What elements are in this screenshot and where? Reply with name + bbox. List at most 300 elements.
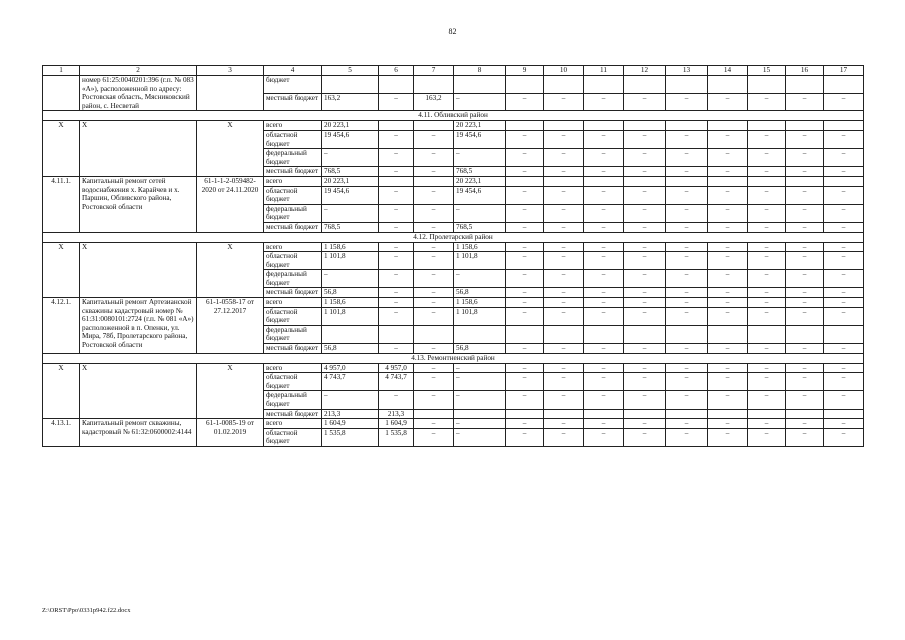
amount-cell: 56,8 — [322, 344, 379, 354]
amount-cell — [708, 176, 748, 186]
amount-cell: – — [666, 373, 708, 391]
amount-cell: – — [786, 130, 824, 148]
amount-cell: – — [824, 149, 864, 167]
amount-cell: – — [666, 428, 708, 446]
amount-cell: – — [624, 186, 666, 204]
amount-cell: 768,5 — [454, 167, 506, 177]
amount-cell: – — [786, 307, 824, 325]
amount-cell: – — [379, 344, 414, 354]
amount-cell: – — [786, 288, 824, 298]
amount-cell — [506, 409, 544, 419]
amount-cell: – — [824, 373, 864, 391]
amount-cell: – — [506, 149, 544, 167]
object-name-cell: номер 61:25:0040201:396 (г.п. № 083 «А»), расположенной по адресу: Ростовская область, Мясниковский район, с. Несветай — [80, 76, 197, 111]
amount-cell: – — [624, 242, 666, 252]
amount-cell: – — [666, 242, 708, 252]
amount-cell: – — [786, 167, 824, 177]
amount-cell: – — [786, 344, 824, 354]
amount-cell: 1 535,8 — [379, 428, 414, 446]
amount-cell — [624, 76, 666, 94]
amount-cell — [414, 76, 454, 94]
amount-cell: – — [584, 428, 624, 446]
amount-cell: – — [708, 252, 748, 270]
amount-cell: – — [708, 307, 748, 325]
amount-cell: – — [786, 391, 824, 409]
amount-cell: – — [544, 373, 584, 391]
amount-cell: – — [666, 288, 708, 298]
amount-cell: – — [544, 428, 584, 446]
amount-cell — [748, 121, 786, 131]
amount-cell: – — [748, 419, 786, 429]
amount-cell — [544, 176, 584, 186]
amount-cell: – — [666, 186, 708, 204]
amount-cell: – — [666, 298, 708, 308]
amount-cell: 20 223,1 — [322, 121, 379, 131]
amount-cell: – — [414, 391, 454, 409]
amount-cell — [454, 76, 506, 94]
amount-cell: – — [544, 149, 584, 167]
amount-cell: – — [454, 419, 506, 429]
amount-cell: – — [544, 391, 584, 409]
amount-cell: – — [624, 419, 666, 429]
amount-cell — [379, 76, 414, 94]
amount-cell: 768,5 — [322, 222, 379, 232]
amount-cell: – — [708, 270, 748, 288]
amount-cell: 56,8 — [454, 288, 506, 298]
amount-cell: – — [708, 242, 748, 252]
amount-cell: – — [544, 252, 584, 270]
column-number: 5 — [322, 66, 379, 76]
amount-cell: 20 223,1 — [322, 176, 379, 186]
amount-cell: – — [708, 373, 748, 391]
amount-cell: – — [414, 204, 454, 222]
amount-cell: – — [506, 307, 544, 325]
amount-cell: – — [824, 344, 864, 354]
amount-cell: – — [379, 186, 414, 204]
amount-cell: – — [708, 222, 748, 232]
amount-cell: – — [748, 242, 786, 252]
column-number: 11 — [584, 66, 624, 76]
amount-cell: – — [379, 167, 414, 177]
amount-cell: – — [708, 186, 748, 204]
amount-cell: – — [748, 298, 786, 308]
object-row — [43, 176, 864, 186]
column-number: 15 — [748, 66, 786, 76]
amount-cell: – — [624, 252, 666, 270]
object-row — [43, 419, 864, 429]
amount-cell — [322, 76, 379, 94]
amount-cell: – — [506, 288, 544, 298]
amount-cell: – — [708, 149, 748, 167]
amount-cell: – — [824, 186, 864, 204]
amount-cell: – — [322, 391, 379, 409]
amount-cell: – — [708, 167, 748, 177]
column-number: 9 — [506, 66, 544, 76]
amount-cell: – — [748, 270, 786, 288]
amount-cell: – — [786, 363, 824, 373]
amount-cell: – — [824, 242, 864, 252]
object-name-cell: Х — [80, 363, 197, 419]
district-total-row — [43, 242, 864, 252]
document-cell: 61-1-0085-19 от 01.02.2019 — [197, 419, 264, 447]
amount-cell: – — [322, 204, 379, 222]
amount-cell — [454, 325, 506, 343]
object-row — [43, 298, 864, 308]
amount-cell: – — [666, 391, 708, 409]
amount-cell — [379, 121, 414, 131]
amount-cell: – — [708, 130, 748, 148]
budget-source-cell: местный бюджет — [264, 288, 322, 298]
amount-cell: – — [584, 167, 624, 177]
amount-cell: 213,3 — [322, 409, 379, 419]
amount-cell: – — [414, 242, 454, 252]
amount-cell — [379, 325, 414, 343]
amount-cell — [748, 76, 786, 94]
amount-cell: 4 957,0 — [322, 363, 379, 373]
amount-cell — [666, 409, 708, 419]
amount-cell: – — [824, 222, 864, 232]
amount-cell: – — [584, 270, 624, 288]
amount-cell: – — [506, 270, 544, 288]
object-name-cell: Капитальный ремонт сетей водоснабжения х. Карайчев и х. Паршин, Обливского района, Ростовской области — [80, 176, 197, 232]
section-title-row — [43, 232, 864, 242]
amount-cell: – — [379, 252, 414, 270]
amount-cell: – — [414, 186, 454, 204]
amount-cell — [379, 176, 414, 186]
amount-cell — [708, 325, 748, 343]
amount-cell — [584, 176, 624, 186]
amount-cell: – — [506, 391, 544, 409]
object-name-cell: Х — [80, 242, 197, 298]
file-path: Z:\ORST\Ppo\0331p942.f22.docx — [42, 607, 131, 614]
column-number: 12 — [624, 66, 666, 76]
amount-cell — [584, 325, 624, 343]
amount-cell: – — [824, 252, 864, 270]
section-title: 4.12. Пролетарский район — [43, 232, 864, 242]
amount-cell: – — [454, 391, 506, 409]
amount-cell: – — [584, 252, 624, 270]
amount-cell: – — [544, 186, 584, 204]
amount-cell: – — [824, 419, 864, 429]
amount-cell — [666, 176, 708, 186]
amount-cell: – — [454, 204, 506, 222]
amount-cell — [584, 76, 624, 94]
budget-source-cell: областной бюджет — [264, 428, 322, 446]
amount-cell: – — [544, 167, 584, 177]
amount-cell: – — [379, 204, 414, 222]
section-title-row — [43, 111, 864, 121]
amount-cell: – — [544, 363, 584, 373]
amount-cell: – — [414, 428, 454, 446]
amount-cell: – — [414, 373, 454, 391]
amount-cell: – — [584, 419, 624, 429]
amount-cell: – — [584, 344, 624, 354]
amount-cell: 1 604,9 — [322, 419, 379, 429]
amount-cell — [666, 76, 708, 94]
amount-cell: – — [414, 270, 454, 288]
amount-cell: – — [624, 391, 666, 409]
amount-cell: – — [624, 149, 666, 167]
amount-cell: – — [379, 93, 414, 111]
amount-cell: – — [414, 363, 454, 373]
amount-cell: – — [624, 428, 666, 446]
amount-cell: – — [666, 252, 708, 270]
column-number: 1 — [43, 66, 80, 76]
row-number-cell: Х — [43, 363, 80, 419]
amount-cell — [786, 121, 824, 131]
amount-cell: – — [506, 252, 544, 270]
amount-cell: 4 957,0 — [379, 363, 414, 373]
amount-cell: 1 101,8 — [322, 307, 379, 325]
amount-cell: – — [322, 149, 379, 167]
amount-cell: – — [506, 222, 544, 232]
amount-cell: – — [584, 93, 624, 111]
budget-source-cell: местный бюджет — [264, 344, 322, 354]
amount-cell: – — [506, 186, 544, 204]
amount-cell: – — [708, 204, 748, 222]
document-cell: Х — [197, 121, 264, 177]
amount-cell: – — [786, 222, 824, 232]
amount-cell: 19 454,6 — [322, 186, 379, 204]
amount-cell — [824, 325, 864, 343]
amount-cell: 1 604,9 — [379, 419, 414, 429]
row-number-cell: 4.12.1. — [43, 298, 80, 354]
amount-cell: – — [748, 428, 786, 446]
amount-cell: – — [824, 93, 864, 111]
amount-cell: – — [624, 222, 666, 232]
amount-cell: – — [584, 298, 624, 308]
amount-cell: – — [454, 373, 506, 391]
amount-cell — [544, 121, 584, 131]
amount-cell — [584, 121, 624, 131]
amount-cell: 4 743,7 — [322, 373, 379, 391]
column-number: 10 — [544, 66, 584, 76]
amount-cell: – — [414, 344, 454, 354]
amount-cell: – — [786, 186, 824, 204]
amount-cell: – — [544, 288, 584, 298]
amount-cell: – — [824, 270, 864, 288]
amount-cell: – — [824, 167, 864, 177]
column-number: 2 — [80, 66, 197, 76]
amount-cell: – — [786, 204, 824, 222]
amount-cell — [322, 325, 379, 343]
amount-cell — [414, 176, 454, 186]
amount-cell: – — [708, 419, 748, 429]
amount-cell: – — [414, 307, 454, 325]
amount-cell: – — [322, 270, 379, 288]
amount-cell — [506, 325, 544, 343]
district-total-row — [43, 121, 864, 131]
amount-cell: – — [454, 363, 506, 373]
budget-source-cell: областной бюджет — [264, 130, 322, 148]
amount-cell: – — [748, 149, 786, 167]
amount-cell: – — [748, 222, 786, 232]
amount-cell: 56,8 — [322, 288, 379, 298]
column-number: 8 — [454, 66, 506, 76]
amount-cell: – — [708, 363, 748, 373]
amount-cell: – — [666, 270, 708, 288]
amount-cell: – — [624, 373, 666, 391]
budget-source-cell: бюджет — [264, 76, 322, 94]
amount-cell: – — [506, 167, 544, 177]
budget-source-cell: федеральный бюджет — [264, 270, 322, 288]
amount-cell: – — [379, 149, 414, 167]
amount-cell: 1 535,8 — [322, 428, 379, 446]
amount-cell — [414, 325, 454, 343]
section-title: 4.13. Ремонтненский район — [43, 353, 864, 363]
amount-cell: – — [506, 93, 544, 111]
amount-cell: – — [454, 149, 506, 167]
amount-cell — [584, 409, 624, 419]
column-number: 14 — [708, 66, 748, 76]
amount-cell: – — [786, 242, 824, 252]
amount-cell: 1 158,6 — [322, 298, 379, 308]
amount-cell: 768,5 — [322, 167, 379, 177]
amount-cell — [624, 176, 666, 186]
column-number: 13 — [666, 66, 708, 76]
amount-cell: – — [544, 344, 584, 354]
amount-cell — [414, 409, 454, 419]
amount-cell: – — [414, 252, 454, 270]
amount-cell: – — [414, 298, 454, 308]
amount-cell: – — [748, 167, 786, 177]
amount-cell: – — [454, 93, 506, 111]
amount-cell — [414, 121, 454, 131]
amount-cell: – — [666, 222, 708, 232]
row-number-cell: Х — [43, 121, 80, 177]
amount-cell: 1 101,8 — [454, 307, 506, 325]
budget-source-cell: местный бюджет — [264, 222, 322, 232]
row-number-cell: 4.11.1. — [43, 176, 80, 232]
amount-cell: 1 101,8 — [454, 252, 506, 270]
amount-cell: – — [666, 419, 708, 429]
amount-cell: 20 223,1 — [454, 176, 506, 186]
amount-cell: 1 158,6 — [322, 242, 379, 252]
amount-cell — [708, 76, 748, 94]
amount-cell: 20 223,1 — [454, 121, 506, 131]
amount-cell: – — [506, 242, 544, 252]
amount-cell: – — [584, 130, 624, 148]
amount-cell: – — [824, 363, 864, 373]
amount-cell: – — [414, 419, 454, 429]
page-number: 82 — [448, 27, 457, 36]
amount-cell: – — [748, 204, 786, 222]
amount-cell — [824, 121, 864, 131]
amount-cell: – — [506, 373, 544, 391]
amount-cell: – — [584, 242, 624, 252]
amount-cell: – — [666, 93, 708, 111]
amount-cell: 56,8 — [454, 344, 506, 354]
amount-cell: – — [584, 186, 624, 204]
amount-cell: 768,5 — [454, 222, 506, 232]
continued-row — [43, 76, 864, 94]
amount-cell: – — [454, 270, 506, 288]
column-number-row — [43, 66, 864, 76]
amount-cell: – — [414, 167, 454, 177]
amount-cell: – — [379, 307, 414, 325]
amount-cell: – — [786, 270, 824, 288]
document-cell: 61-1-1-2-059482-2020 от 24.11.2020 — [197, 176, 264, 232]
amount-cell: – — [824, 298, 864, 308]
amount-cell — [544, 76, 584, 94]
row-number-cell: Х — [43, 242, 80, 298]
budget-source-cell: местный бюджет — [264, 167, 322, 177]
amount-cell: – — [786, 149, 824, 167]
amount-cell — [624, 325, 666, 343]
column-number: 16 — [786, 66, 824, 76]
amount-cell — [708, 121, 748, 131]
amount-cell: – — [379, 298, 414, 308]
document-cell — [197, 76, 264, 111]
amount-cell: 1 158,6 — [454, 242, 506, 252]
amount-cell — [824, 409, 864, 419]
amount-cell: 1 101,8 — [322, 252, 379, 270]
amount-cell: – — [666, 307, 708, 325]
amount-cell: – — [544, 242, 584, 252]
amount-cell: – — [506, 344, 544, 354]
column-number: 3 — [197, 66, 264, 76]
amount-cell: – — [708, 298, 748, 308]
amount-cell: – — [544, 298, 584, 308]
budget-table — [42, 65, 864, 447]
amount-cell: – — [506, 428, 544, 446]
amount-cell: – — [624, 344, 666, 354]
object-name-cell: Капитальный ремонт скважины, кадастровый № 61:32:0600002:4144 — [80, 419, 197, 447]
amount-cell: – — [454, 428, 506, 446]
amount-cell: – — [708, 391, 748, 409]
amount-cell: 163,2 — [414, 93, 454, 111]
budget-source-cell: всего — [264, 121, 322, 131]
amount-cell — [786, 409, 824, 419]
amount-cell — [506, 121, 544, 131]
amount-cell: 19 454,6 — [454, 130, 506, 148]
amount-cell: – — [506, 363, 544, 373]
column-number: 6 — [379, 66, 414, 76]
amount-cell: – — [824, 428, 864, 446]
amount-cell: – — [584, 222, 624, 232]
amount-cell: 163,2 — [322, 93, 379, 111]
amount-cell: – — [666, 344, 708, 354]
column-number: 17 — [824, 66, 864, 76]
budget-source-cell: всего — [264, 176, 322, 186]
amount-cell — [544, 325, 584, 343]
budget-source-cell: областной бюджет — [264, 186, 322, 204]
budget-source-cell: федеральный бюджет — [264, 391, 322, 409]
amount-cell — [824, 76, 864, 94]
amount-cell: 1 158,6 — [454, 298, 506, 308]
amount-cell: – — [624, 270, 666, 288]
amount-cell — [624, 409, 666, 419]
budget-source-cell: всего — [264, 242, 322, 252]
amount-cell: – — [584, 373, 624, 391]
amount-cell: – — [666, 204, 708, 222]
budget-source-cell: федеральный бюджет — [264, 325, 322, 343]
amount-cell: – — [666, 363, 708, 373]
amount-cell: – — [708, 428, 748, 446]
amount-cell: – — [748, 307, 786, 325]
amount-cell: – — [584, 307, 624, 325]
amount-cell: – — [624, 93, 666, 111]
amount-cell — [824, 176, 864, 186]
amount-cell: – — [379, 242, 414, 252]
document-cell: Х — [197, 242, 264, 298]
amount-cell: – — [414, 222, 454, 232]
amount-cell: – — [748, 186, 786, 204]
amount-cell: – — [544, 93, 584, 111]
amount-cell: – — [544, 270, 584, 288]
budget-source-cell: областной бюджет — [264, 252, 322, 270]
amount-cell: – — [786, 428, 824, 446]
